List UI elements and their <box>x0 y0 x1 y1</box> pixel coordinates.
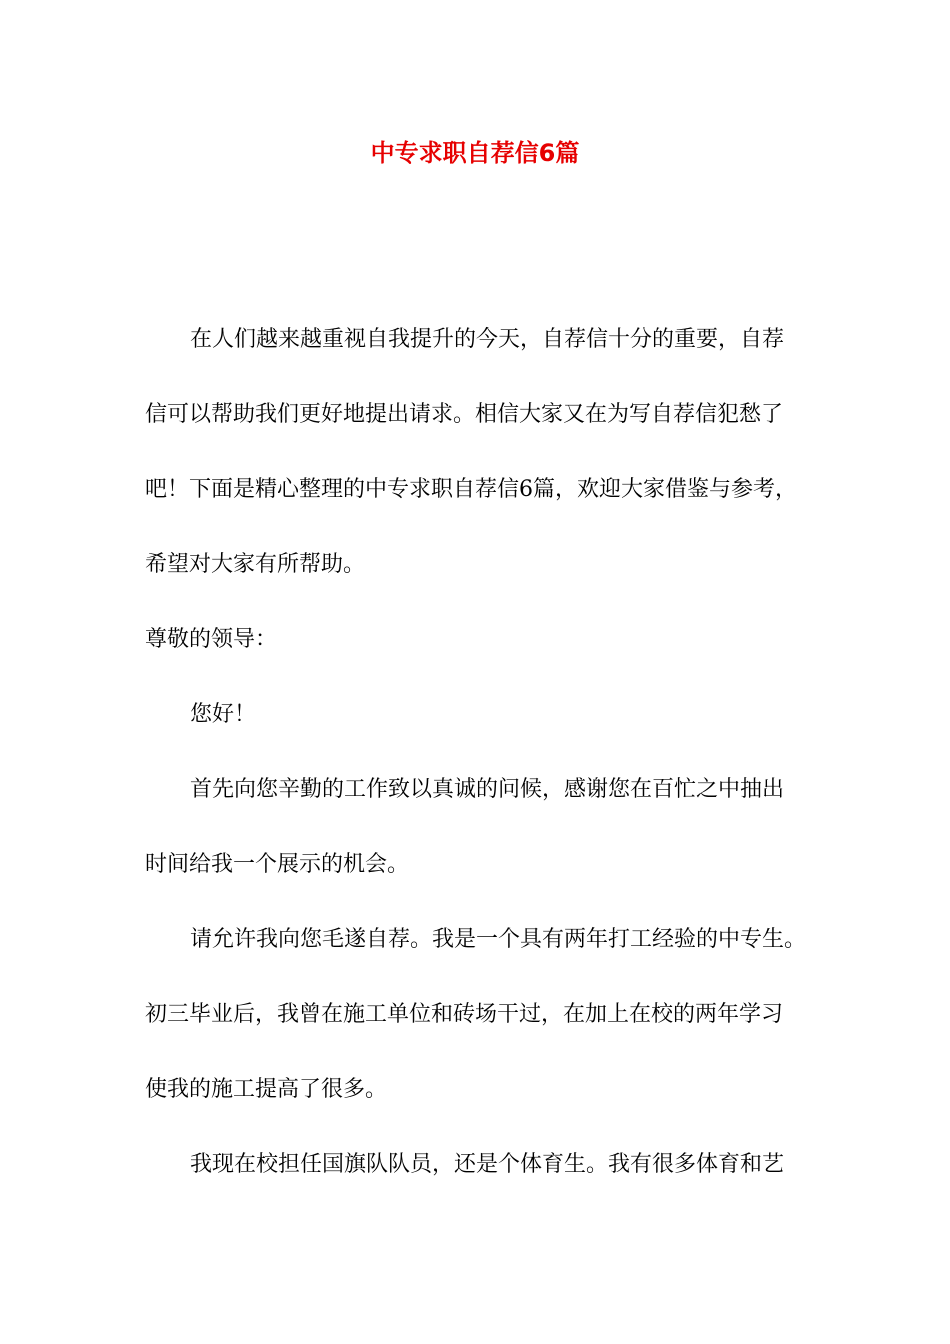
document-title: 中专求职自荐信6篇 <box>370 139 580 167</box>
paragraph-line: 希望对大家有所帮助。 <box>145 552 366 577</box>
paragraph-line: 信可以帮助我们更好地提出请求。相信大家又在为写自荐信犯愁了 <box>145 402 784 427</box>
paragraph-line: 在人们越来越重视自我提升的今天，自荐信十分的重要，自荐 <box>190 327 785 352</box>
paragraph-line: 吧！下面是精心整理的中专求职自荐信6篇，欢迎大家借鉴与参考， <box>145 477 797 502</box>
paragraph-line: 请允许我向您毛遂自荐。我是一个具有两年打工经验的中专生。 <box>190 927 807 952</box>
paragraph-line: 使我的施工提高了很多。 <box>145 1077 388 1102</box>
paragraph-line: 时间给我一个展示的机会。 <box>145 852 410 877</box>
paragraph-line: 我现在校担任国旗队队员，还是个体育生。我有很多体育和艺 <box>190 1152 785 1177</box>
paragraph-line: 初三毕业后，我曾在施工单位和砖场干过，在加上在校的两年学习 <box>145 1002 784 1027</box>
paragraph-line: 首先向您辛勤的工作致以真诚的问候，感谢您在百忙之中抽出 <box>190 777 785 802</box>
greeting: 您好！ <box>190 702 257 727</box>
salutation: 尊敬的领导： <box>145 627 278 652</box>
